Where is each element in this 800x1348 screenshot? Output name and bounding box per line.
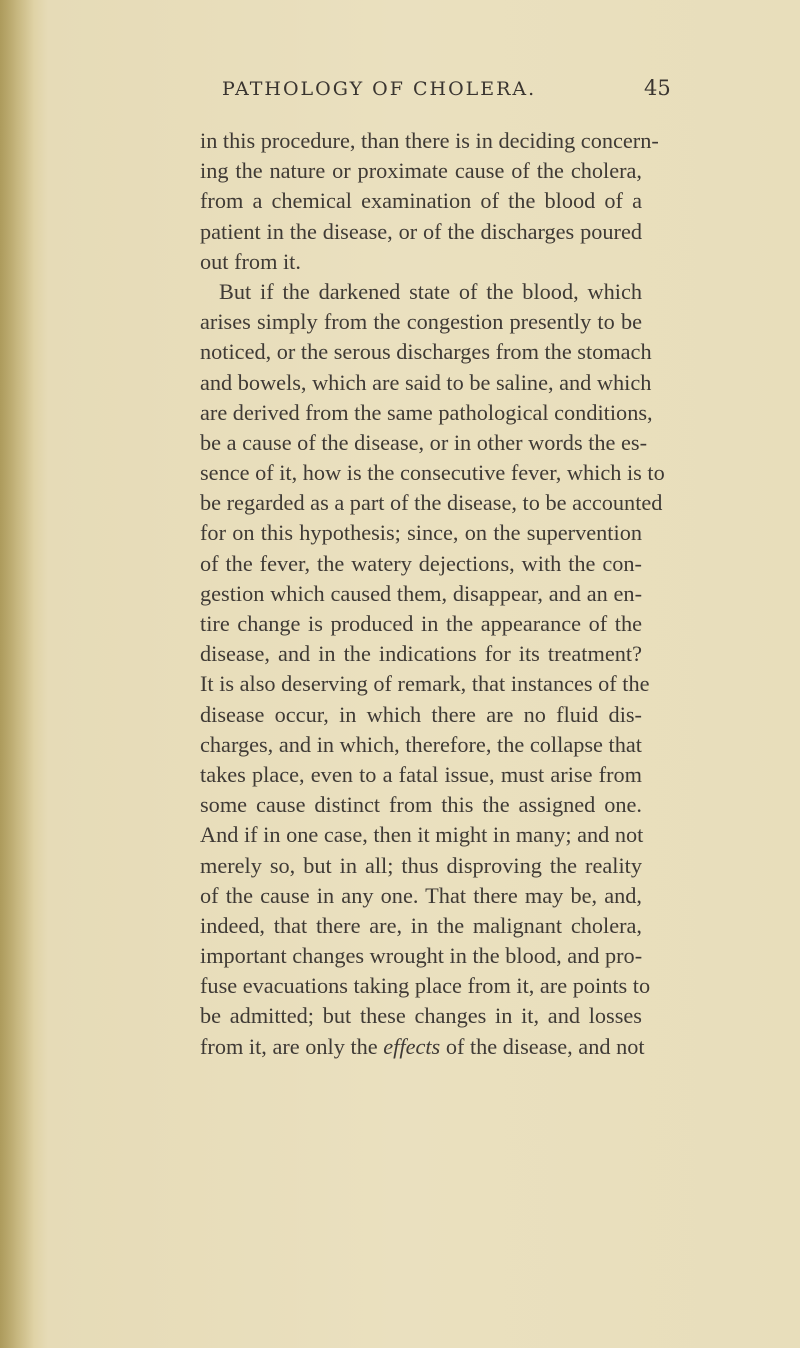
text-line: of the cause in any one. That there may be, and,: [200, 882, 642, 908]
text-line: from a chemical examination of the blood of a: [200, 188, 642, 214]
text-line: gestion which caused them, disappear, and an en-: [200, 580, 642, 606]
text-line: ing the nature or proximate cause of the cholera,: [200, 158, 642, 184]
text-line: of the fever, the watery dejections, with the con-: [200, 550, 642, 576]
text-line: for on this hypothesis; since, on the supervention: [200, 520, 642, 546]
text-line: noticed, or the serous discharges from the stomach: [200, 339, 652, 365]
text-line: patient in the disease, or of the discharges poured: [200, 218, 642, 244]
binding-shadow: [0, 0, 34, 1348]
body-text: [200, 126, 665, 1062]
text-line: tire change is produced in the appearance of the: [200, 611, 642, 636]
page-number: 45: [644, 76, 671, 100]
text-line: It is also deserving of remark, that instances of the: [200, 671, 650, 697]
final-line-end: of the disease, and not: [445, 1033, 645, 1059]
text-line: takes place, even to a fatal issue, must arise from: [200, 761, 642, 787]
text-line: and bowels, which are said to be saline, and which: [200, 369, 652, 395]
text-line: merely so, but in all; thus disproving the reality: [200, 852, 642, 878]
text-line: be admitted; but these changes in it, and losses: [200, 1003, 642, 1029]
text-line: sence of it, how is the consecutive fever, which is to: [200, 460, 665, 486]
text-line: arises simply from the congestion presently to be: [200, 309, 642, 335]
text-line: some cause distinct from this the assigned one.: [200, 792, 642, 818]
text-line: in this procedure, than there is in deciding concern-: [200, 128, 659, 153]
text-line: out from it.: [200, 248, 301, 274]
text-line: be a cause of the disease, or in other words the es-: [200, 429, 648, 455]
emphasized-word: effects: [383, 1033, 441, 1059]
text-line: fuse evacuations taking place from it, are points to: [200, 973, 651, 999]
text-line: are derived from the same pathological conditions,: [200, 399, 653, 425]
text-line: important changes wrought in the blood, and pro-: [200, 943, 643, 969]
text-line: disease, and in the indications for its treatment?: [200, 641, 642, 667]
text-line: be regarded as a part of the disease, to be accounted: [200, 490, 663, 516]
page-header: [0, 78, 800, 108]
final-line-start: from it, are only the: [200, 1033, 378, 1059]
text-line: And if in one case, then it might in many; and not: [200, 822, 644, 848]
text-line: disease occur, in which there are no fluid dis-: [200, 701, 642, 727]
text-line: indeed, that there are, in the malignant cholera,: [200, 912, 642, 938]
running-title: PATHOLOGY OF CHOLERA.: [222, 78, 537, 100]
paragraph-start-line: But if the darkened state of the blood, which: [219, 278, 642, 304]
text-line-final: [200, 1032, 645, 1062]
text-line: charges, and in which, therefore, the collapse that: [200, 731, 642, 757]
